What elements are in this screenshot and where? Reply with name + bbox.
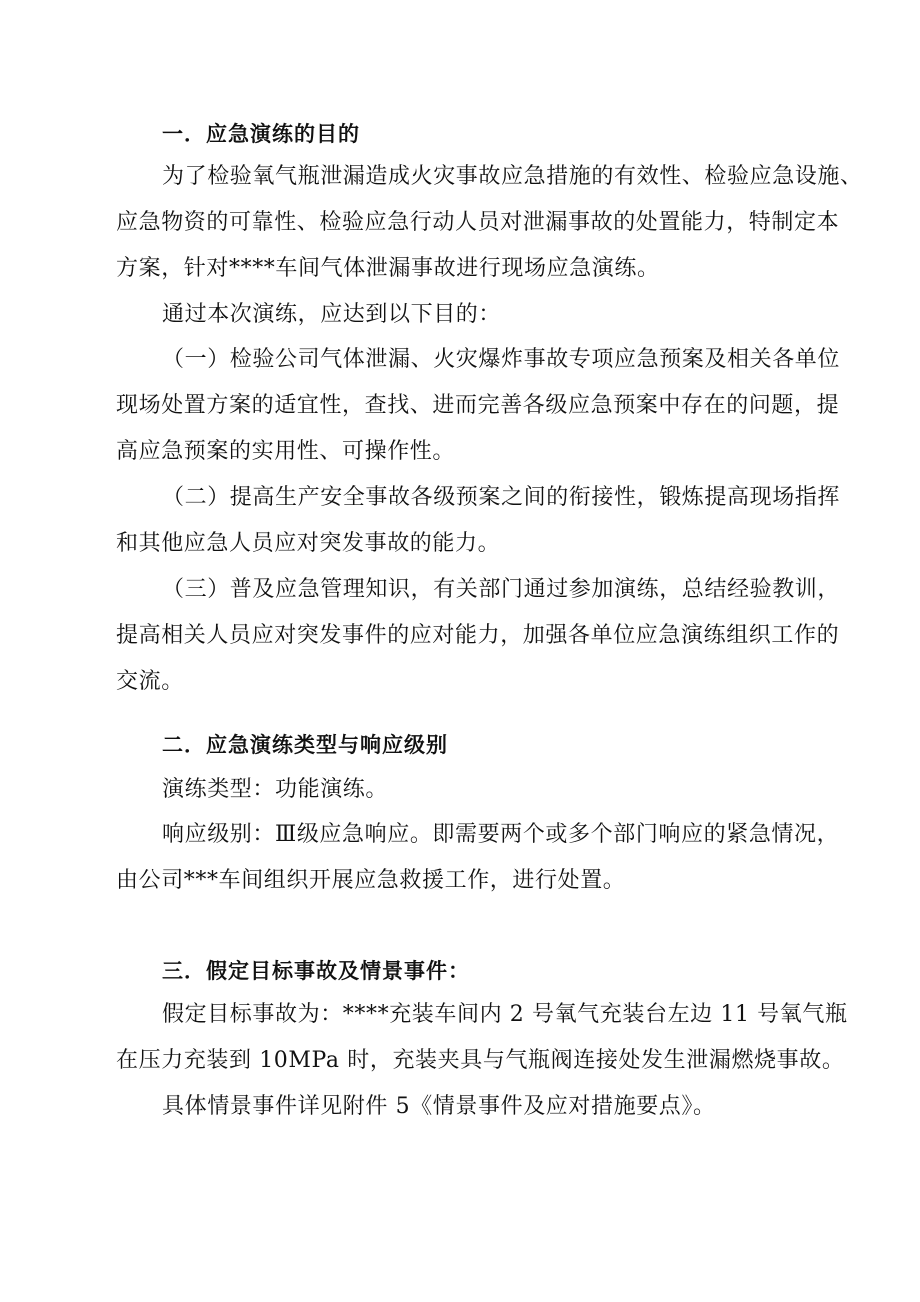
section3-detail-line: 具体情景事件详见附件 5《情景事件及应对措施要点》。	[162, 1094, 716, 1119]
section1-item3-line3: 交流。	[116, 669, 184, 694]
section1-item3-line2: 提高相关人员应对突发事件的应对能力，加强各单位应急演练组织工作的	[116, 623, 840, 648]
section2-level-line2: 由公司***车间组织开展应急救援工作，进行处置。	[116, 868, 626, 893]
section3-target-line2: 在压力充装到 10MPa 时，充装夹具与气瓶阀连接处发生泄漏燃烧事故。	[116, 1048, 845, 1073]
section1-para1-line2: 应急物资的可靠性、检验应急行动人员对泄漏事故的处置能力，特制定本	[116, 210, 840, 235]
section1-item2-line1: （二）提高生产安全事故各级预案之间的衔接性，锻炼提高现场指挥	[162, 485, 841, 510]
section1-heading: 一．应急演练的目的	[162, 122, 360, 146]
section2-heading: 二．应急演练类型与响应级别	[162, 733, 448, 757]
section1-para1-line3: 方案，针对****车间气体泄漏事故进行现场应急演练。	[116, 256, 660, 281]
section1-item1-line2: 现场处置方案的适宜性，查找、进而完善各级应急预案中存在的问题，提	[116, 393, 840, 418]
section1-para1-line1: 为了检验氧气瓶泄漏造成火灾事故应急措施的有效性、检验应急设施、	[162, 164, 863, 189]
section3-target-line1: 假定目标事故为：****充装车间内 2 号氧气充装台左边 11 号氧气瓶	[162, 1002, 848, 1027]
section3-heading: 三．假定目标事故及情景事件：	[162, 959, 470, 983]
section2-level-line1: 响应级别：Ⅲ级应急响应。即需要两个或多个部门响应的紧急情况，	[162, 822, 840, 847]
section1-item1-line1: （一）检验公司气体泄漏、火灾爆炸事故专项应急预案及相关各单位	[162, 347, 841, 372]
section2-type-line: 演练类型：功能演练。	[162, 777, 389, 802]
section1-item3-line1: （三）普及应急管理知识，有关部门通过参加演练，总结经验教训，	[162, 577, 841, 602]
section1-para2: 通过本次演练，应达到以下目的：	[162, 302, 502, 327]
section1-item2-line2: 和其他应急人员应对突发事故的能力。	[116, 531, 501, 556]
section1-item1-line3: 高应急预案的实用性、可操作性。	[116, 439, 456, 464]
